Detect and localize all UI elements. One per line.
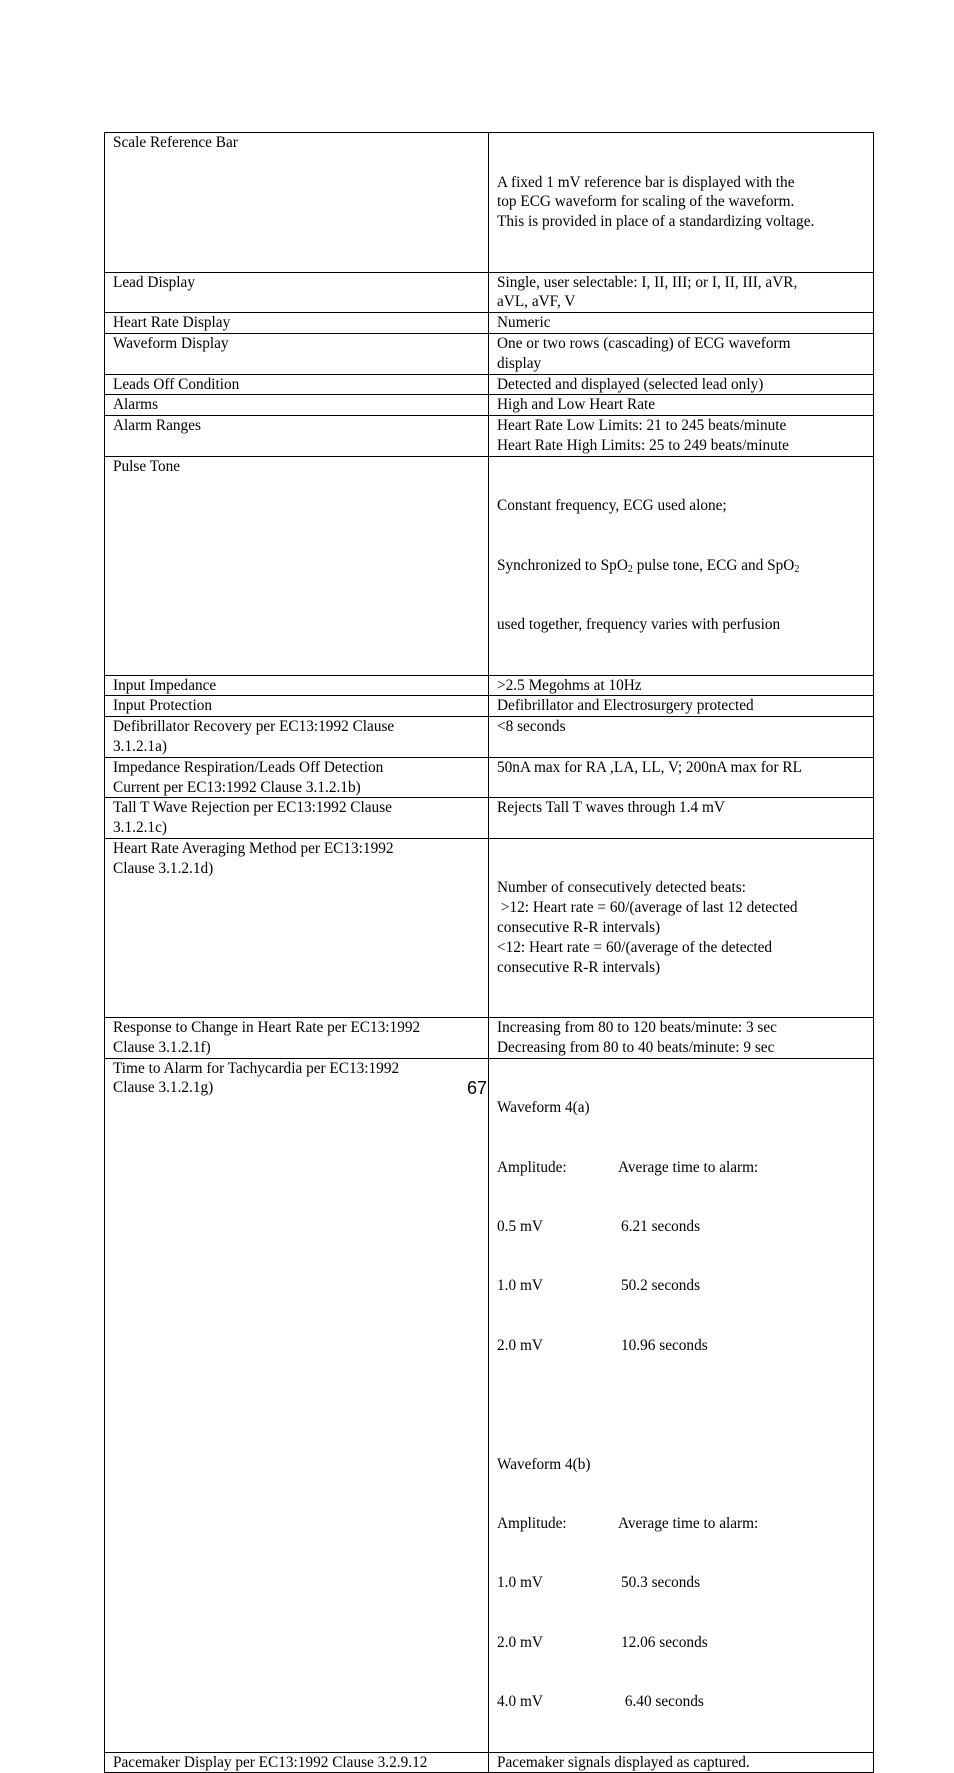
cell-text: Synchronized to SpO$_2$ pulse tone, ECG and SpO$_2$ [497, 556, 800, 575]
cell-text: Heart Rate High Limits: 25 to 249 beats/minute [497, 436, 789, 454]
cell-text: Defibrillator Recovery per EC13:1992 Clause [113, 718, 395, 736]
cell-text: <8 seconds [497, 718, 566, 736]
cell-text: Increasing from 80 to 120 beats/minute: 3 sec [497, 1019, 777, 1037]
cell-text: High and Low Heart Rate [497, 396, 656, 414]
cell-text: Number of consecutively detected beats: [497, 879, 746, 897]
value-cell [489, 416, 874, 457]
cell-text: 2.0 mV [497, 1336, 543, 1354]
cell-text: <12: Heart rate = 60/(average of the detected [497, 938, 773, 956]
table-row [105, 717, 874, 758]
cell-text: pulse tone, ECG and SpO [632, 556, 795, 574]
cell-text: Leads Off Condition [113, 375, 240, 393]
cell-text: Pacemaker Display per EC13:1992 Clause 3.2.9.12 [113, 1753, 428, 1771]
cell-text: Single, user selectable: I, II, III; or I, II, III, aVR, [497, 273, 798, 291]
cell-text: 2.0 mV [497, 1633, 543, 1651]
table-row [105, 133, 874, 273]
cell-text: Synchronized to SpO [497, 556, 628, 574]
cell-text: display [497, 354, 542, 372]
waveform-a-title: Waveform 4(a) [497, 1099, 590, 1117]
cell-text: Alarms [113, 396, 159, 414]
waveform-b-entry [497, 1633, 871, 1653]
cell-text: 0.5 mV [497, 1218, 543, 1236]
cell-text: 6.21 seconds [621, 1218, 701, 1236]
param-cell [105, 838, 489, 1017]
table-row [105, 1018, 874, 1059]
cell-text: Current per EC13:1992 Clause 3.1.2.1b) [113, 778, 361, 796]
param-cell [105, 1752, 489, 1773]
param-cell [105, 1058, 489, 1752]
value-cell [489, 333, 874, 374]
table-row [105, 395, 874, 416]
cell-text: Impedance Respiration/Leads Off Detection [113, 758, 384, 776]
cell-text: 50.3 seconds [621, 1574, 701, 1592]
waveform-b-header [497, 1514, 871, 1534]
cell-text: consecutive R-R intervals) [497, 919, 661, 937]
value-cell [489, 395, 874, 416]
cell-text: aVL, aVF, V [497, 293, 576, 311]
param-cell [105, 133, 489, 273]
cell-text: Detected and displayed (selected lead only) [497, 375, 764, 393]
cell-text: Alarm Ranges [113, 417, 201, 435]
cell-text: Rejects Tall T waves through 1.4 mV [497, 799, 725, 817]
table-row [105, 313, 874, 334]
cell-text: Heart Rate Display [113, 314, 231, 332]
param-cell [105, 757, 489, 798]
waveform-b-entry [497, 1573, 871, 1593]
cell-text: Pacemaker signals displayed as captured. [497, 1753, 750, 1771]
page-number: 67 [466, 1078, 488, 1098]
cell-text: A fixed 1 mV reference bar is displayed with the [497, 173, 795, 191]
cell-text: Amplitude: [497, 1158, 567, 1176]
cell-text: 6.40 seconds [621, 1693, 704, 1711]
value-cell [489, 1058, 874, 1752]
cell-text: Numeric [497, 314, 551, 332]
cell-text: 12.06 seconds [621, 1633, 708, 1651]
cell-text: >2.5 Megohms at 10Hz [497, 676, 642, 694]
cell-text: Input Impedance [113, 676, 217, 694]
cell-text: Pulse Tone [113, 457, 181, 475]
table-row [105, 456, 874, 675]
cell-text: top ECG waveform for scaling of the waveform. [497, 193, 795, 211]
cell-text: Time to Alarm for Tachycardia per EC13:1992 [113, 1059, 400, 1077]
cell-text: 3.1.2.1a) [113, 737, 167, 755]
table-row [105, 838, 874, 1017]
cell-text: Amplitude: [497, 1514, 567, 1532]
cell-text: consecutive R-R intervals) [497, 958, 661, 976]
param-cell [105, 374, 489, 395]
cell-text: Heart Rate Low Limits: 21 to 245 beats/minute [497, 417, 787, 435]
table-row [105, 333, 874, 374]
cell-text [497, 1395, 871, 1415]
param-cell [105, 696, 489, 717]
cell-text: 3.1.2.1c) [113, 819, 167, 837]
param-cell [105, 456, 489, 675]
param-cell [105, 416, 489, 457]
specifications-table [104, 132, 874, 1773]
cell-text: Clause 3.1.2.1g) [113, 1079, 214, 1097]
value-cell [489, 313, 874, 334]
value-cell [489, 1018, 874, 1059]
value-cell [489, 757, 874, 798]
cell-text: Waveform Display [113, 334, 229, 352]
cell-text: Tall T Wave Rejection per EC13:1992 Clause [113, 799, 392, 817]
value-cell [489, 838, 874, 1017]
cell-text: Defibrillator and Electrosurgery protected [497, 697, 754, 715]
table-row [105, 757, 874, 798]
table-row [105, 675, 874, 696]
param-cell [105, 798, 489, 839]
value-cell [489, 798, 874, 839]
table-row [105, 374, 874, 395]
table-row [105, 798, 874, 839]
cell-text: Constant frequency, ECG used alone; [497, 497, 727, 515]
cell-text: Clause 3.1.2.1d) [113, 859, 214, 877]
cell-text: Input Protection [113, 697, 212, 715]
param-cell [105, 272, 489, 313]
cell-text: This is provided in place of a standardizing voltage. [497, 213, 815, 231]
waveform-b-entry [497, 1692, 871, 1712]
cell-text: One or two rows (cascading) of ECG waveform [497, 334, 791, 352]
table-row [105, 1058, 874, 1752]
cell-text: Lead Display [113, 273, 195, 291]
value-cell [489, 696, 874, 717]
param-cell [105, 313, 489, 334]
cell-text: 1.0 mV [497, 1574, 543, 1592]
cell-text: Average time to alarm: [618, 1514, 759, 1532]
table-row [105, 416, 874, 457]
param-cell [105, 717, 489, 758]
param-cell [105, 675, 489, 696]
cell-text: 4.0 mV [497, 1693, 543, 1711]
table-row [105, 1752, 874, 1773]
cell-text: used together, frequency varies with perfusion [497, 616, 781, 634]
cell-text: Response to Change in Heart Rate per EC13:1992 [113, 1019, 421, 1037]
cell-text: >12: Heart rate = 60/(average of last 12 detected [497, 899, 798, 917]
table-row [105, 272, 874, 313]
value-cell [489, 272, 874, 313]
table-row [105, 696, 874, 717]
waveform-a-header [497, 1158, 871, 1178]
param-cell [105, 1018, 489, 1059]
cell-text: Scale Reference Bar [113, 134, 238, 151]
cell-text: Average time to alarm: [618, 1158, 759, 1176]
value-cell [489, 1752, 874, 1773]
value-cell [489, 133, 874, 273]
cell-text: 10.96 seconds [621, 1336, 708, 1354]
param-cell [105, 395, 489, 416]
cell-text: Heart Rate Averaging Method per EC13:1992 [113, 839, 394, 857]
value-cell [489, 374, 874, 395]
value-cell [489, 717, 874, 758]
cell-text: Decreasing from 80 to 40 beats/minute: 9 sec [497, 1038, 775, 1056]
waveform-a-entry [497, 1276, 871, 1296]
cell-text: 1.0 mV [497, 1277, 543, 1295]
waveform-a-entry [497, 1217, 871, 1237]
param-cell [105, 333, 489, 374]
value-cell [489, 456, 874, 675]
cell-text: 50.2 seconds [621, 1277, 701, 1295]
waveform-b-title: Waveform 4(b) [497, 1455, 591, 1473]
cell-text: 50nA max for RA ,LA, LL, V; 200nA max for RL [497, 758, 802, 776]
cell-text: Clause 3.1.2.1f) [113, 1038, 211, 1056]
waveform-a-entry [497, 1336, 871, 1356]
value-cell [489, 675, 874, 696]
